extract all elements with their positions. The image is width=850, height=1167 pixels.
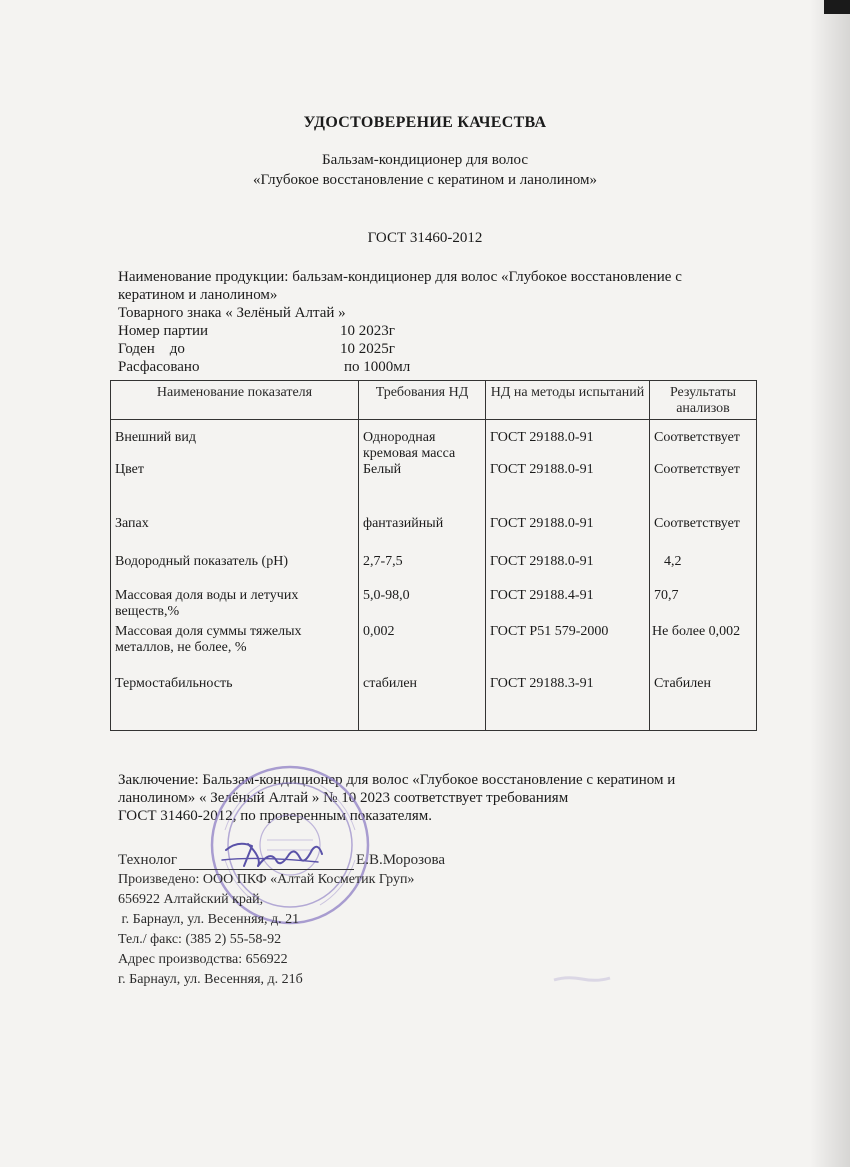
produced-by: Произведено: ООО ПКФ «Алтай Косметик Груп»	[118, 872, 415, 887]
standard-number: ГОСТ 31460-2012	[367, 230, 483, 246]
cell-requirement: 2,7-7,5	[359, 554, 486, 588]
cell-method: ГОСТ 29188.0-91	[486, 516, 650, 554]
header-methods: НД на методы испытаний	[486, 381, 650, 420]
technologist-line	[118, 850, 718, 870]
address-line1: 656922 Алтайский край,	[118, 892, 264, 907]
cell-requirement: фантазийный	[359, 516, 486, 554]
signature-line	[179, 855, 354, 870]
cell-result: Соответствует	[650, 516, 757, 554]
phone-fax: Тел./ факс: (385 2) 55-58-92	[118, 932, 282, 947]
packed-value: по 1000мл	[344, 359, 411, 375]
trademark: Товарного знака « Зелёный Алтай »	[118, 305, 346, 321]
header-results: Результаты анализов	[650, 381, 757, 420]
quality-table	[110, 380, 757, 731]
conclusion-line1: Заключение: Бальзам-кондиционер для волос «Глубокое восстановление с кератином и	[118, 772, 676, 788]
cell-result: 4,2	[650, 554, 757, 588]
technologist-name: Е.В.Морозова	[356, 852, 446, 868]
cell-method: ГОСТ 29188.4-91	[486, 588, 650, 624]
cell-method: ГОСТ 29188.0-91	[486, 462, 650, 516]
cell-indicator: Массовая доля воды и летучих веществ,%	[111, 588, 359, 624]
expiry-label: Годен до	[118, 341, 185, 357]
cell-result: 70,7	[650, 588, 757, 624]
cell-indicator: Термостабильность	[111, 676, 359, 730]
cell-indicator: Цвет	[111, 462, 359, 516]
table-row	[111, 554, 757, 588]
table-row	[111, 588, 757, 624]
manufacturer-block	[118, 850, 718, 990]
cell-requirement: стабилен	[359, 676, 486, 730]
cell-method: ГОСТ Р51 579-2000	[486, 624, 650, 676]
cell-requirement: Однородная кремовая масса	[359, 420, 486, 463]
cell-result: Соответствует	[650, 462, 757, 516]
expiry-row	[118, 340, 758, 358]
conclusion-line3: ГОСТ 31460-2012, по проверенным показателям.	[118, 808, 432, 824]
table-row	[111, 676, 757, 730]
technologist-label: Технолог	[118, 852, 178, 868]
conclusion-line2: ланолином» « Зелёный Алтай » № 10 2023 соответствует требованиям	[118, 790, 569, 806]
product-subtitle-1: Бальзам-кондиционер для волос	[321, 152, 529, 168]
table-row	[111, 624, 757, 676]
document-title: УДОСТОВЕРЕНИЕ КАЧЕСТВА	[303, 114, 547, 131]
product-info	[118, 268, 758, 376]
header-indicator: Наименование показателя	[111, 381, 359, 420]
expiry-value: 10 2025г	[340, 341, 395, 357]
packed-label: Расфасовано	[118, 359, 200, 375]
cell-result: Соответствует	[650, 420, 757, 463]
packed-row	[118, 358, 758, 376]
faint-mark	[552, 972, 612, 986]
batch-value: 10 2023г	[340, 323, 395, 339]
product-name-line1: Наименование продукции: бальзам-кондиционер для волос «Глубокое восстановление с	[118, 269, 682, 285]
cell-method: ГОСТ 29188.0-91	[486, 420, 650, 463]
cell-indicator: Массовая доля суммы тяжелых металлов, не более, %	[111, 624, 359, 676]
cell-method: ГОСТ 29188.0-91	[486, 554, 650, 588]
cell-indicator: Запах	[111, 516, 359, 554]
header-requirements: Требования НД	[359, 381, 486, 420]
cell-requirement: 0,002	[359, 624, 486, 676]
cell-indicator: Внешний вид	[111, 420, 359, 463]
scan-corner	[824, 0, 850, 14]
cell-indicator: Водородный показатель (pH)	[111, 554, 359, 588]
table-row	[111, 462, 757, 516]
batch-label: Номер партии	[118, 323, 209, 339]
cell-result: Не более 0,002	[650, 624, 757, 676]
table-row	[111, 516, 757, 554]
cell-result: Стабилен	[650, 676, 757, 730]
address-line2: г. Барнаул, ул. Весенняя, д. 21	[118, 912, 300, 927]
production-address-line1: Адрес производства: 656922	[118, 952, 288, 967]
product-subtitle-2: «Глубокое восстановление с кератином и ланолином»	[253, 172, 597, 188]
cell-requirement: 5,0-98,0	[359, 588, 486, 624]
product-name-line2: кератином и ланолином»	[118, 287, 278, 303]
production-address-line2: г. Барнаул, ул. Весенняя, д. 21б	[118, 972, 303, 987]
table-header-row	[111, 381, 757, 420]
cell-method: ГОСТ 29188.3-91	[486, 676, 650, 730]
batch-row	[118, 322, 758, 340]
table-row	[111, 420, 757, 463]
cell-requirement: Белый	[359, 462, 486, 516]
